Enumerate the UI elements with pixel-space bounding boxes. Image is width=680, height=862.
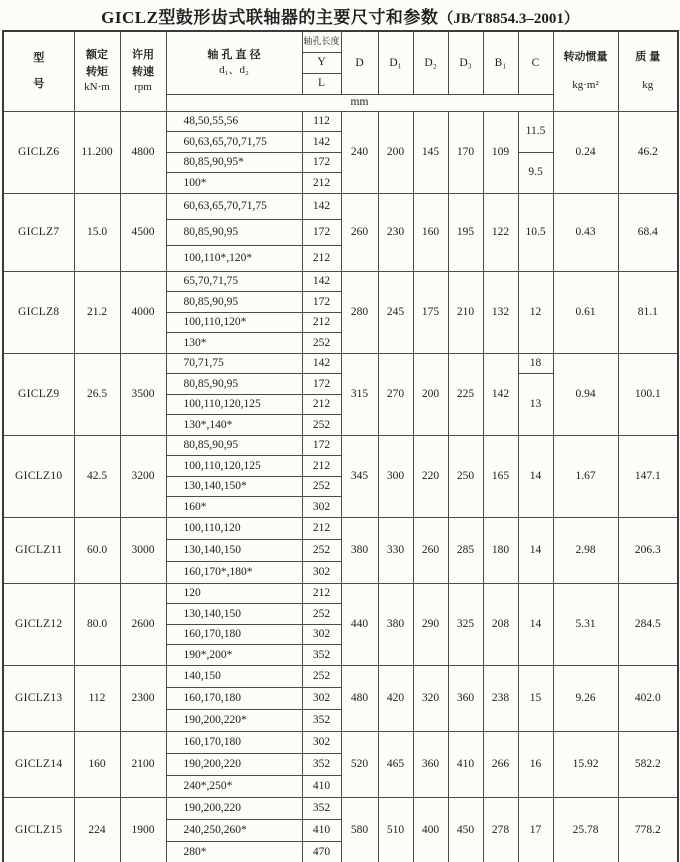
inertia-cell: 2.98 bbox=[553, 517, 618, 583]
model-cell: GICLZ9 bbox=[3, 353, 74, 435]
mass-cell: 100.1 bbox=[618, 353, 678, 435]
speed-cell: 4000 bbox=[120, 271, 166, 353]
header-torque-unit: kN·m bbox=[84, 81, 110, 94]
bore-diameter-cell: 190,200,220 bbox=[166, 797, 302, 819]
header-row-1 bbox=[3, 31, 678, 52]
bore-diameter-cell: 60,63,65,70,71,75 bbox=[166, 132, 302, 153]
bore-length-cell: 212 bbox=[302, 583, 341, 604]
header-mass-unit: kg bbox=[642, 78, 654, 91]
bore-length-cell: 470 bbox=[302, 841, 341, 862]
header-inertia-label: 转动惯量 bbox=[563, 51, 608, 64]
dim-D3-cell: 450 bbox=[448, 797, 483, 862]
bore-diameter-cell: 130*,140* bbox=[166, 415, 302, 436]
mass-cell: 46.2 bbox=[618, 111, 678, 193]
bore-length-cell: 212 bbox=[302, 517, 341, 539]
inertia-cell: 0.61 bbox=[553, 271, 618, 353]
header-dim-B1: B₁ bbox=[483, 31, 518, 94]
table-header bbox=[3, 31, 678, 111]
dim-D1-cell: 465 bbox=[378, 731, 413, 797]
header-speed-line2: 转速 bbox=[132, 65, 154, 78]
header-inertia-unit: kg·m² bbox=[572, 78, 599, 91]
dim-B1-cell: 278 bbox=[483, 797, 518, 862]
dim-D2-cell: 290 bbox=[413, 583, 448, 665]
table-row bbox=[3, 665, 678, 687]
bore-diameter-cell: 280* bbox=[166, 841, 302, 862]
model-cell: GICLZ6 bbox=[3, 111, 74, 193]
bore-length-cell: 352 bbox=[302, 645, 341, 666]
dim-C-cell: 12 bbox=[518, 271, 553, 353]
header-bore-length-y: Y bbox=[302, 52, 341, 73]
dim-D3-cell: 210 bbox=[448, 271, 483, 353]
bore-length-cell: 212 bbox=[302, 312, 341, 333]
bore-diameter-cell: 80,85,90,95 bbox=[166, 374, 302, 395]
dim-D1-cell: 200 bbox=[378, 111, 413, 193]
dim-D-cell: 520 bbox=[341, 731, 378, 797]
bore-length-cell: 352 bbox=[302, 797, 341, 819]
bore-length-cell: 252 bbox=[302, 333, 341, 354]
torque-cell: 224 bbox=[74, 797, 120, 862]
bore-diameter-cell: 160,170*,180* bbox=[166, 561, 302, 583]
bore-length-cell: 302 bbox=[302, 687, 341, 709]
inertia-cell: 0.24 bbox=[553, 111, 618, 193]
dim-C-cell: 14 bbox=[518, 583, 553, 665]
model-cell: GICLZ8 bbox=[3, 271, 74, 353]
bore-diameter-cell: 130* bbox=[166, 333, 302, 354]
bore-length-cell: 172 bbox=[302, 435, 341, 456]
dim-D1-cell: 270 bbox=[378, 353, 413, 435]
bore-length-cell: 352 bbox=[302, 753, 341, 775]
dim-B1-cell: 109 bbox=[483, 111, 518, 193]
dim-B1-cell: 208 bbox=[483, 583, 518, 665]
dim-D3-cell: 285 bbox=[448, 517, 483, 583]
dim-C-cell: 10.5 bbox=[518, 193, 553, 271]
dim-D1-cell: 230 bbox=[378, 193, 413, 271]
header-dim-C: C bbox=[518, 31, 553, 94]
dim-D2-cell: 320 bbox=[413, 665, 448, 731]
header-unit-mm: mm bbox=[166, 94, 553, 111]
bore-diameter-cell: 100,110,120 bbox=[166, 517, 302, 539]
dim-B1-cell: 122 bbox=[483, 193, 518, 271]
table-row bbox=[3, 517, 678, 539]
table-row bbox=[3, 731, 678, 753]
dim-C-cell: 15 bbox=[518, 665, 553, 731]
bore-length-cell: 302 bbox=[302, 624, 341, 645]
header-torque-line2: 转矩 bbox=[86, 65, 108, 78]
dim-C-cell: 18 bbox=[518, 353, 553, 374]
dim-D-cell: 240 bbox=[341, 111, 378, 193]
dim-D1-cell: 330 bbox=[378, 517, 413, 583]
dim-B1-cell: 266 bbox=[483, 731, 518, 797]
bore-diameter-cell: 80,85,90,95* bbox=[166, 152, 302, 173]
speed-cell: 1900 bbox=[120, 797, 166, 862]
bore-diameter-cell: 130,140,150* bbox=[166, 476, 302, 497]
bore-length-cell: 252 bbox=[302, 539, 341, 561]
header-speed bbox=[120, 31, 166, 111]
model-cell: GICLZ13 bbox=[3, 665, 74, 731]
header-bore-length-l: L bbox=[302, 73, 341, 94]
dim-B1-cell: 238 bbox=[483, 665, 518, 731]
dim-B1-cell: 132 bbox=[483, 271, 518, 353]
dim-D2-cell: 400 bbox=[413, 797, 448, 862]
model-cell: GICLZ10 bbox=[3, 435, 74, 517]
dim-D3-cell: 170 bbox=[448, 111, 483, 193]
dim-D-cell: 440 bbox=[341, 583, 378, 665]
dim-D2-cell: 160 bbox=[413, 193, 448, 271]
mass-cell: 582.2 bbox=[618, 731, 678, 797]
inertia-cell: 0.43 bbox=[553, 193, 618, 271]
dim-D-cell: 345 bbox=[341, 435, 378, 517]
dim-D-cell: 280 bbox=[341, 271, 378, 353]
bore-diameter-cell: 100,110,120* bbox=[166, 312, 302, 333]
bore-length-cell: 352 bbox=[302, 709, 341, 731]
header-model-line1: 型 bbox=[33, 51, 45, 64]
bore-diameter-cell: 80,85,90,95 bbox=[166, 292, 302, 313]
bore-diameter-cell: 100* bbox=[166, 173, 302, 194]
dim-D1-cell: 510 bbox=[378, 797, 413, 862]
bore-length-cell: 172 bbox=[302, 219, 341, 245]
model-cell: GICLZ12 bbox=[3, 583, 74, 665]
dim-D2-cell: 145 bbox=[413, 111, 448, 193]
header-torque bbox=[74, 31, 120, 111]
bore-diameter-cell: 160,170,180 bbox=[166, 624, 302, 645]
bore-diameter-cell: 100,110*,120* bbox=[166, 245, 302, 271]
bore-length-cell: 252 bbox=[302, 665, 341, 687]
inertia-cell: 1.67 bbox=[553, 435, 618, 517]
dim-D-cell: 260 bbox=[341, 193, 378, 271]
mass-cell: 206.3 bbox=[618, 517, 678, 583]
mass-cell: 284.5 bbox=[618, 583, 678, 665]
table-row bbox=[3, 353, 678, 374]
model-cell: GICLZ7 bbox=[3, 193, 74, 271]
torque-cell: 42.5 bbox=[74, 435, 120, 517]
dim-D3-cell: 250 bbox=[448, 435, 483, 517]
header-dim-D2: D₂ bbox=[413, 31, 448, 94]
bore-length-cell: 252 bbox=[302, 415, 341, 436]
header-bore-diameter-sub: d₁、d₂ bbox=[219, 64, 249, 77]
bore-length-cell: 172 bbox=[302, 374, 341, 395]
header-torque-line1: 额定 bbox=[86, 49, 108, 62]
bore-length-cell: 172 bbox=[302, 292, 341, 313]
dim-D-cell: 315 bbox=[341, 353, 378, 435]
table-row bbox=[3, 193, 678, 219]
header-speed-line1: 许用 bbox=[132, 49, 154, 62]
dim-D1-cell: 380 bbox=[378, 583, 413, 665]
header-bore-length: 轴孔长度 bbox=[302, 31, 341, 52]
bore-diameter-cell: 160,170,180 bbox=[166, 687, 302, 709]
dim-D1-cell: 420 bbox=[378, 665, 413, 731]
dim-C-cell: 16 bbox=[518, 731, 553, 797]
bore-diameter-cell: 160* bbox=[166, 497, 302, 518]
table-row bbox=[3, 271, 678, 292]
dim-B1-cell: 142 bbox=[483, 353, 518, 435]
coupling-spec-table bbox=[2, 30, 679, 862]
bore-diameter-cell: 80,85,90,95 bbox=[166, 435, 302, 456]
bore-length-cell: 112 bbox=[302, 111, 341, 132]
dim-D2-cell: 220 bbox=[413, 435, 448, 517]
dim-D3-cell: 325 bbox=[448, 583, 483, 665]
mass-cell: 402.0 bbox=[618, 665, 678, 731]
header-bore-diameter bbox=[166, 31, 302, 94]
table-body bbox=[3, 111, 678, 862]
header-mass-label: 质 量 bbox=[635, 51, 661, 64]
bore-length-cell: 172 bbox=[302, 152, 341, 173]
bore-diameter-cell: 100,110,120,125 bbox=[166, 456, 302, 477]
bore-diameter-cell: 240,250,260* bbox=[166, 819, 302, 841]
bore-length-cell: 410 bbox=[302, 819, 341, 841]
inertia-cell: 15.92 bbox=[553, 731, 618, 797]
dim-D3-cell: 360 bbox=[448, 665, 483, 731]
page-title bbox=[0, 3, 680, 28]
bore-diameter-cell: 130,140,150 bbox=[166, 539, 302, 561]
bore-diameter-cell: 65,70,71,75 bbox=[166, 271, 302, 292]
dim-D2-cell: 360 bbox=[413, 731, 448, 797]
bore-length-cell: 410 bbox=[302, 775, 341, 797]
bore-length-cell: 302 bbox=[302, 561, 341, 583]
bore-diameter-cell: 100,110,120,125 bbox=[166, 394, 302, 415]
bore-length-cell: 302 bbox=[302, 497, 341, 518]
torque-cell: 26.5 bbox=[74, 353, 120, 435]
dim-D3-cell: 410 bbox=[448, 731, 483, 797]
bore-length-cell: 142 bbox=[302, 132, 341, 153]
bore-length-cell: 252 bbox=[302, 604, 341, 625]
model-cell: GICLZ11 bbox=[3, 517, 74, 583]
header-mass bbox=[618, 31, 678, 111]
dim-C-cell: 14 bbox=[518, 517, 553, 583]
torque-cell: 15.0 bbox=[74, 193, 120, 271]
bore-diameter-cell: 60,63,65,70,71,75 bbox=[166, 193, 302, 219]
bore-diameter-cell: 160,170,180 bbox=[166, 731, 302, 753]
dim-B1-cell: 180 bbox=[483, 517, 518, 583]
bore-diameter-cell: 120 bbox=[166, 583, 302, 604]
bore-length-cell: 302 bbox=[302, 731, 341, 753]
page-title-main: GICLZ型鼓形齿式联轴器的主要尺寸和参数 bbox=[101, 8, 439, 27]
bore-diameter-cell: 48,50,55,56 bbox=[166, 111, 302, 132]
bore-diameter-cell: 130,140,150 bbox=[166, 604, 302, 625]
speed-cell: 2600 bbox=[120, 583, 166, 665]
dim-D3-cell: 225 bbox=[448, 353, 483, 435]
bore-diameter-cell: 80,85,90,95 bbox=[166, 219, 302, 245]
table-row bbox=[3, 435, 678, 456]
speed-cell: 2300 bbox=[120, 665, 166, 731]
bore-length-cell: 142 bbox=[302, 193, 341, 219]
dim-C-cell: 17 bbox=[518, 797, 553, 862]
mass-cell: 147.1 bbox=[618, 435, 678, 517]
header-bore-diameter-title: 轴 孔 直 径 bbox=[207, 48, 261, 61]
speed-cell: 4500 bbox=[120, 193, 166, 271]
dim-D3-cell: 195 bbox=[448, 193, 483, 271]
dim-C-cell: 9.5 bbox=[518, 152, 553, 193]
torque-cell: 60.0 bbox=[74, 517, 120, 583]
dim-D2-cell: 200 bbox=[413, 353, 448, 435]
dim-D1-cell: 300 bbox=[378, 435, 413, 517]
bore-diameter-cell: 240*,250* bbox=[166, 775, 302, 797]
header-dim-D3: D₃ bbox=[448, 31, 483, 94]
header-model-line2: 号 bbox=[33, 78, 45, 91]
dim-D2-cell: 260 bbox=[413, 517, 448, 583]
model-cell: GICLZ14 bbox=[3, 731, 74, 797]
bore-length-cell: 212 bbox=[302, 456, 341, 477]
table-row bbox=[3, 797, 678, 819]
inertia-cell: 5.31 bbox=[553, 583, 618, 665]
torque-cell: 112 bbox=[74, 665, 120, 731]
speed-cell: 3200 bbox=[120, 435, 166, 517]
speed-cell: 4800 bbox=[120, 111, 166, 193]
mass-cell: 68.4 bbox=[618, 193, 678, 271]
bore-length-cell: 212 bbox=[302, 394, 341, 415]
dim-D-cell: 380 bbox=[341, 517, 378, 583]
header-dim-D: D bbox=[341, 31, 378, 94]
bore-length-cell: 212 bbox=[302, 173, 341, 194]
dim-B1-cell: 165 bbox=[483, 435, 518, 517]
inertia-cell: 25.78 bbox=[553, 797, 618, 862]
bore-diameter-cell: 190*,200* bbox=[166, 645, 302, 666]
speed-cell: 3500 bbox=[120, 353, 166, 435]
model-cell: GICLZ15 bbox=[3, 797, 74, 862]
speed-cell: 2100 bbox=[120, 731, 166, 797]
mass-cell: 81.1 bbox=[618, 271, 678, 353]
table-row bbox=[3, 111, 678, 132]
header-model bbox=[3, 31, 74, 111]
dim-D-cell: 580 bbox=[341, 797, 378, 862]
speed-cell: 3000 bbox=[120, 517, 166, 583]
inertia-cell: 0.94 bbox=[553, 353, 618, 435]
bore-length-cell: 142 bbox=[302, 271, 341, 292]
dim-C-cell: 13 bbox=[518, 374, 553, 436]
dim-D1-cell: 245 bbox=[378, 271, 413, 353]
bore-diameter-cell: 70,71,75 bbox=[166, 353, 302, 374]
bore-length-cell: 252 bbox=[302, 476, 341, 497]
inertia-cell: 9.26 bbox=[553, 665, 618, 731]
dim-D-cell: 480 bbox=[341, 665, 378, 731]
dim-C-cell: 14 bbox=[518, 435, 553, 517]
bore-diameter-cell: 140,150 bbox=[166, 665, 302, 687]
bore-diameter-cell: 190,200,220 bbox=[166, 753, 302, 775]
bore-diameter-cell: 190,200,220* bbox=[166, 709, 302, 731]
table-row bbox=[3, 583, 678, 604]
torque-cell: 21.2 bbox=[74, 271, 120, 353]
torque-cell: 80.0 bbox=[74, 583, 120, 665]
torque-cell: 11.200 bbox=[74, 111, 120, 193]
dim-D2-cell: 175 bbox=[413, 271, 448, 353]
dim-C-cell: 11.5 bbox=[518, 111, 553, 152]
header-inertia bbox=[553, 31, 618, 111]
bore-length-cell: 212 bbox=[302, 245, 341, 271]
bore-length-cell: 142 bbox=[302, 353, 341, 374]
mass-cell: 778.2 bbox=[618, 797, 678, 862]
header-speed-unit: rpm bbox=[134, 81, 152, 94]
header-dim-D1: D₁ bbox=[378, 31, 413, 94]
page-title-standard: （JB/T8854.3–2001） bbox=[438, 11, 579, 27]
torque-cell: 160 bbox=[74, 731, 120, 797]
